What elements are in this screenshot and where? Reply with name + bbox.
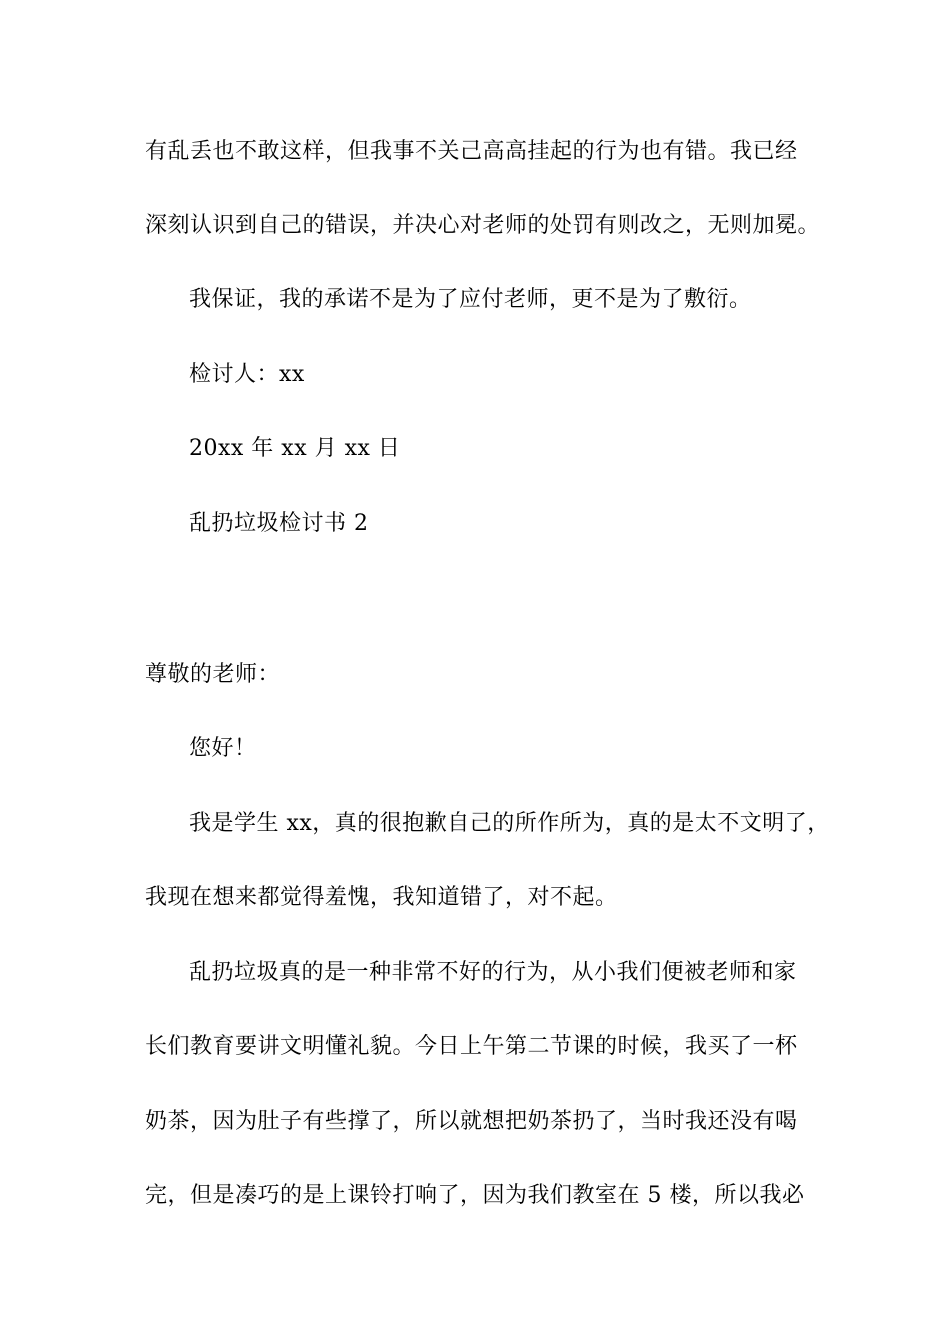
date-line: 20xx 年 xx 月 xx 日 <box>189 436 401 461</box>
salutation: 尊敬的老师： <box>145 662 281 687</box>
paragraph-line: 完，但是凑巧的是上课铃打响了，因为我们教室在 5 楼，所以我必 <box>145 1183 805 1208</box>
greeting: 您好！ <box>189 736 257 761</box>
signature-line: 检讨人：xx <box>189 362 305 387</box>
paragraph-line: 有乱丢也不敢这样，但我事不关己高高挂起的行为也有错。我已经 <box>145 139 798 164</box>
paragraph-line: 我现在想来都觉得羞愧，我知道错了，对不起。 <box>145 885 618 910</box>
paragraph-line: 长们教育要讲文明懂礼貌。今日上午第二节课的时候，我买了一杯 <box>145 1034 798 1059</box>
paragraph-line: 乱扔垃圾真的是一种非常不好的行为，从小我们便被老师和家 <box>189 960 797 985</box>
paragraph-line: 我是学生 xx，真的很抱歉自己的所作所为，真的是太不文明了， <box>189 811 830 836</box>
section-title: 乱扔垃圾检讨书 2 <box>189 511 369 536</box>
paragraph-line: 奶茶，因为肚子有些撑了，所以就想把奶茶扔了，当时我还没有喝 <box>145 1109 798 1134</box>
paragraph-line: 我保证，我的承诺不是为了应付老师，更不是为了敷衍。 <box>189 287 752 312</box>
paragraph-line: 深刻认识到自己的错误，并决心对老师的处罚有则改之，无则加冕。 <box>145 213 821 238</box>
